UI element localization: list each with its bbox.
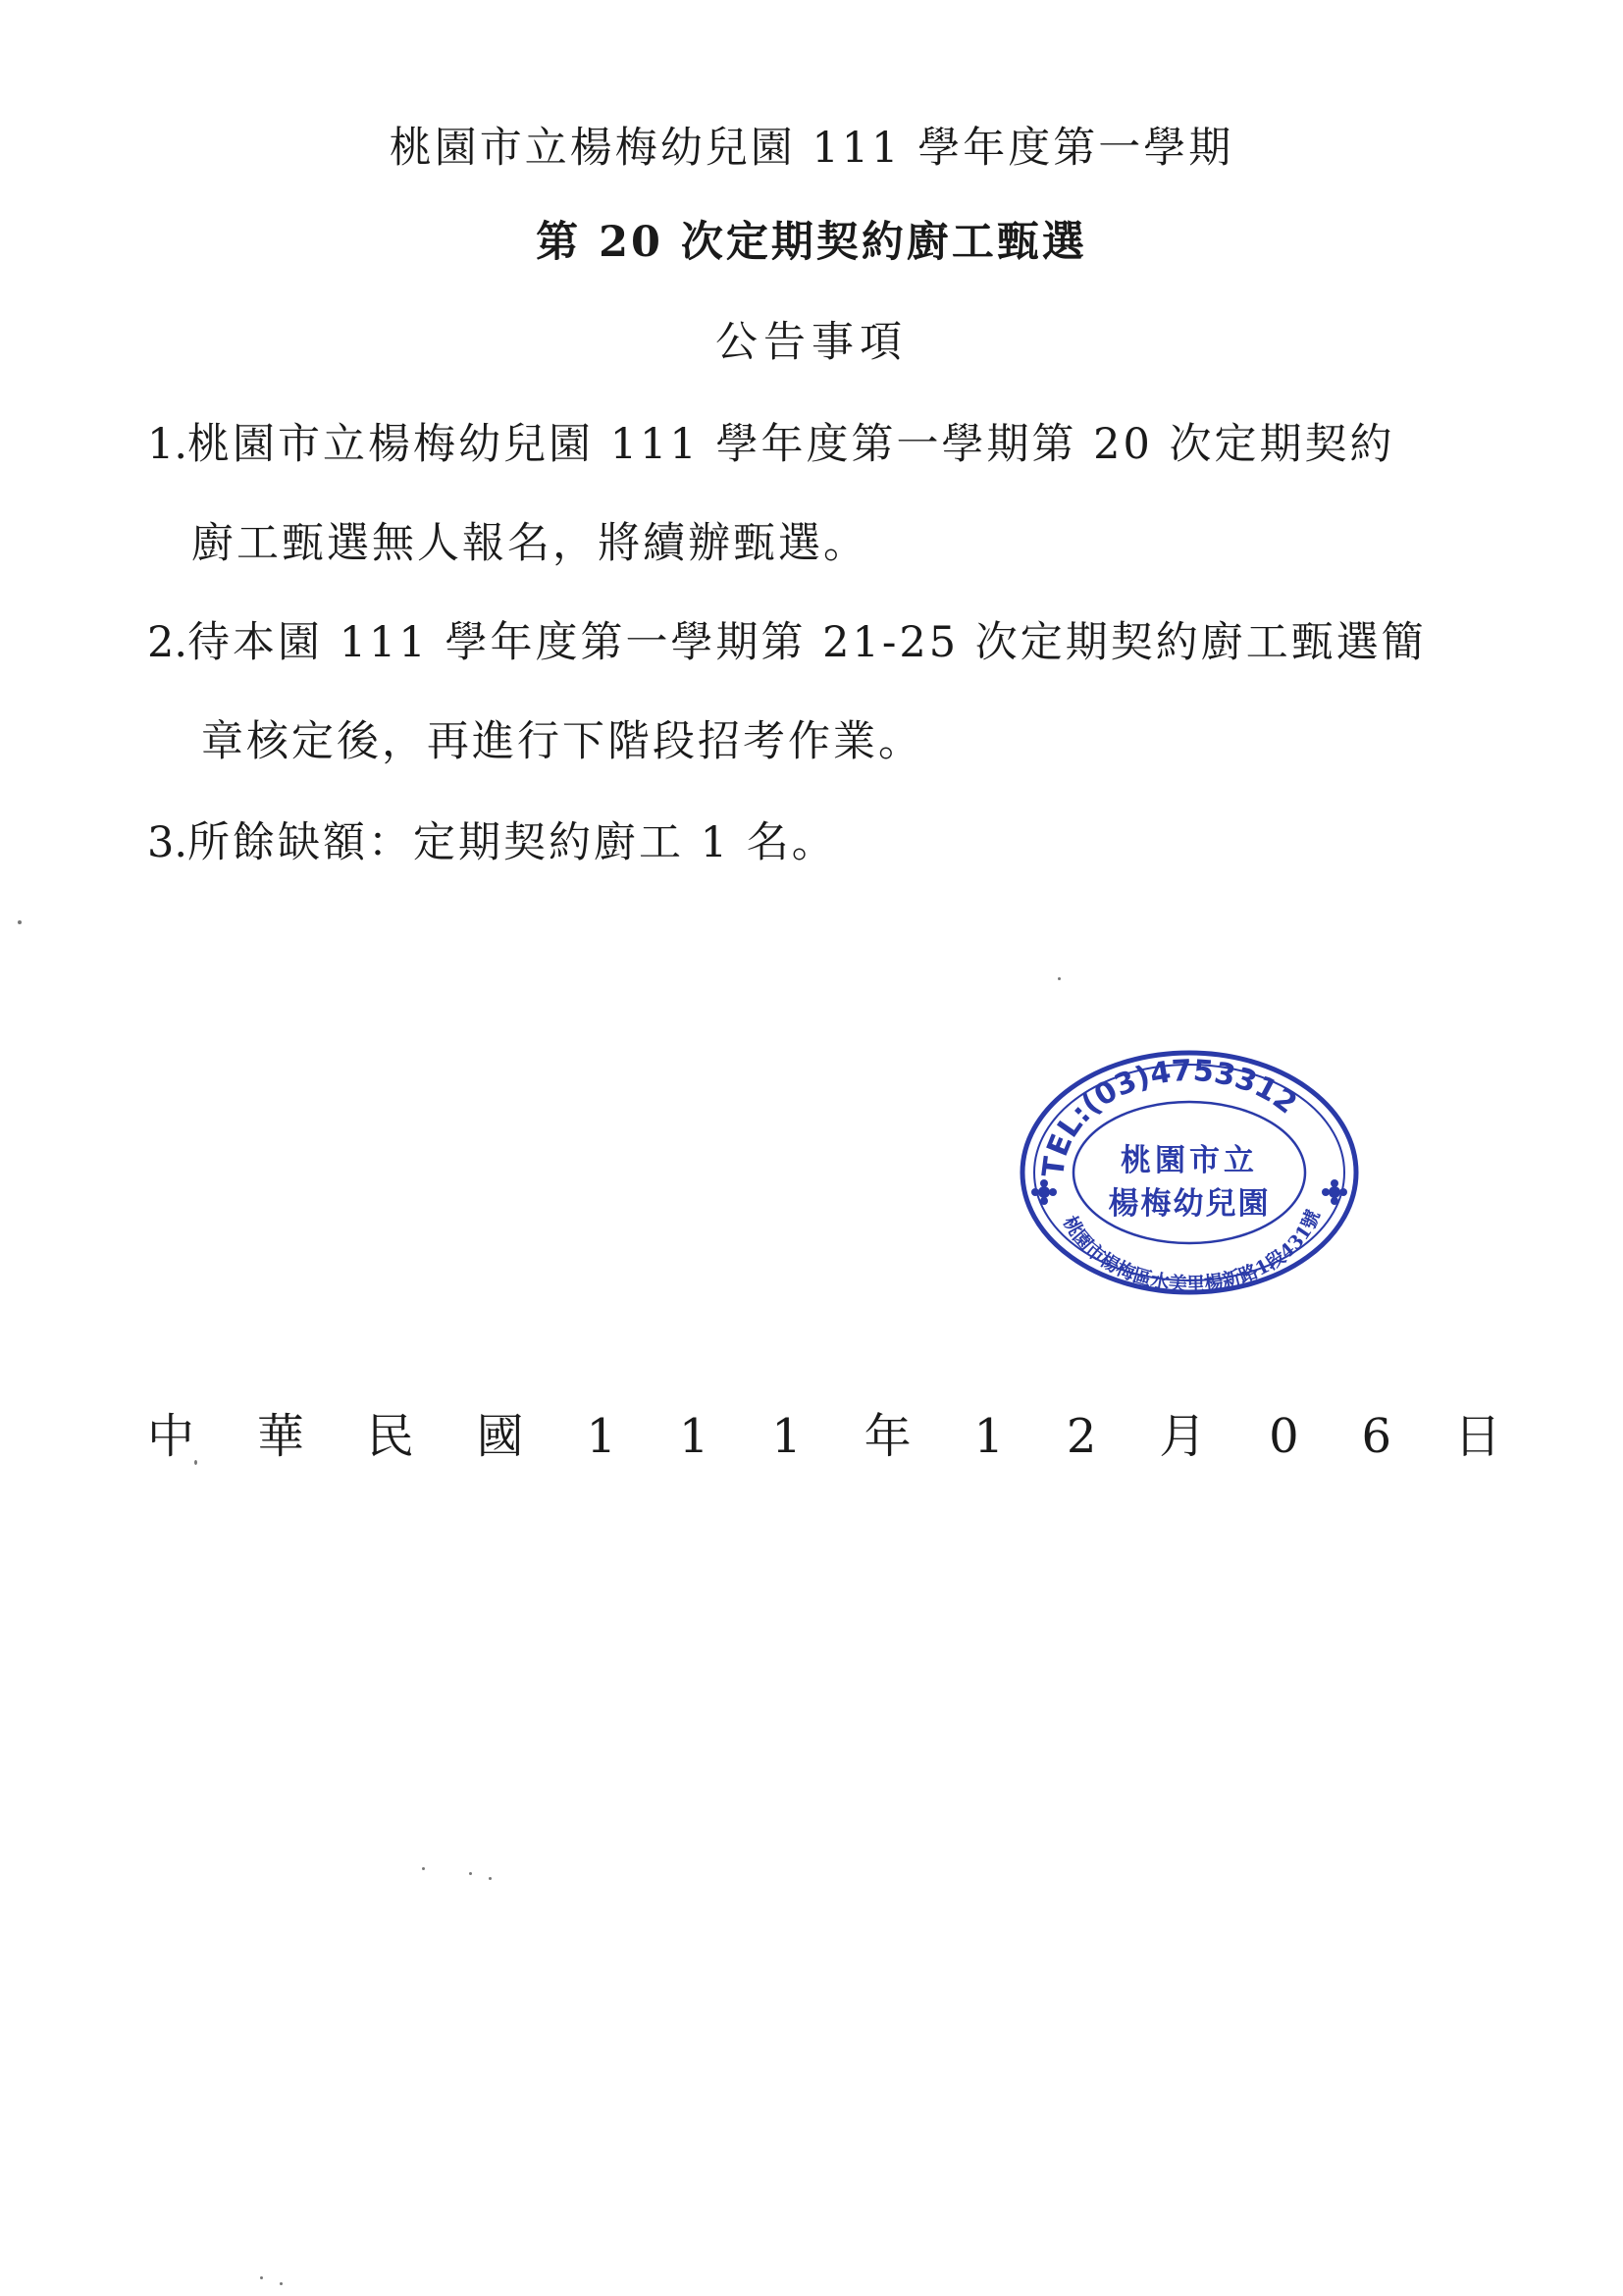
date-char: 2 <box>1066 1409 1097 1464</box>
scan-speck <box>489 1877 492 1880</box>
official-seal-stamp <box>1011 1045 1364 1300</box>
date-char: 日 <box>1453 1409 1501 1464</box>
stamp-address-text: 桃園市楊梅區水美里楊新路1段431號 <box>1058 1207 1325 1296</box>
notice-item-1-continued: 廚工甄選無人報名，將續辦甄選。 <box>191 519 868 568</box>
date-char: 年 <box>864 1409 912 1464</box>
item-text-line1: 所餘缺額：定期契約廚工 1 名。 <box>187 818 837 867</box>
notice-date <box>147 1409 1501 1464</box>
scan-speck <box>194 1460 197 1465</box>
date-char: 1 <box>586 1409 616 1464</box>
stamp-name-line2: 楊梅幼兒園 <box>1108 1186 1271 1222</box>
date-char: 民 <box>366 1409 414 1464</box>
stamp-tel-text: TEL:(03)4753312 <box>1036 1053 1304 1179</box>
date-char: 1 <box>771 1409 802 1464</box>
notice-title-line1: 桃園市立楊梅幼兒園 111 學年度第一學期 <box>389 124 1234 173</box>
date-char: 1 <box>973 1409 1005 1464</box>
notice-item-1 <box>147 420 1395 469</box>
date-char: 國 <box>476 1409 524 1464</box>
date-char: 中 <box>147 1409 195 1464</box>
item-text-line1: 待本園 111 學年度第一學期第 21-25 次定期契約廚工甄選簡 <box>187 618 1427 667</box>
notice-item-2 <box>147 618 1427 667</box>
scan-speck <box>280 2282 283 2285</box>
item-number: 1. <box>147 420 188 469</box>
date-char: 6 <box>1361 1409 1392 1464</box>
stamp-name-line1: 桃園市立 <box>1121 1143 1258 1178</box>
notice-item-3 <box>147 818 837 867</box>
notice-subtitle: 公告事項 <box>715 318 908 367</box>
scan-speck <box>1058 977 1061 980</box>
item-text-line1: 桃園市立楊梅幼兒園 111 學年度第一學期第 20 次定期契約 <box>187 420 1395 469</box>
date-char: 0 <box>1269 1409 1299 1464</box>
notice-item-2-continued: 章核定後，再進行下階段招考作業。 <box>201 717 923 766</box>
scan-speck <box>422 1867 425 1870</box>
date-char: 1 <box>678 1409 709 1464</box>
scan-speck <box>469 1872 472 1875</box>
date-char: 月 <box>1159 1409 1207 1464</box>
date-char: 華 <box>256 1409 304 1464</box>
item-number: 3. <box>147 818 188 867</box>
notice-title-line2: 第 20 次定期契約廚工甄選 <box>536 218 1087 267</box>
scan-speck <box>18 920 22 924</box>
scan-speck <box>260 2276 263 2279</box>
item-number: 2. <box>147 618 188 667</box>
